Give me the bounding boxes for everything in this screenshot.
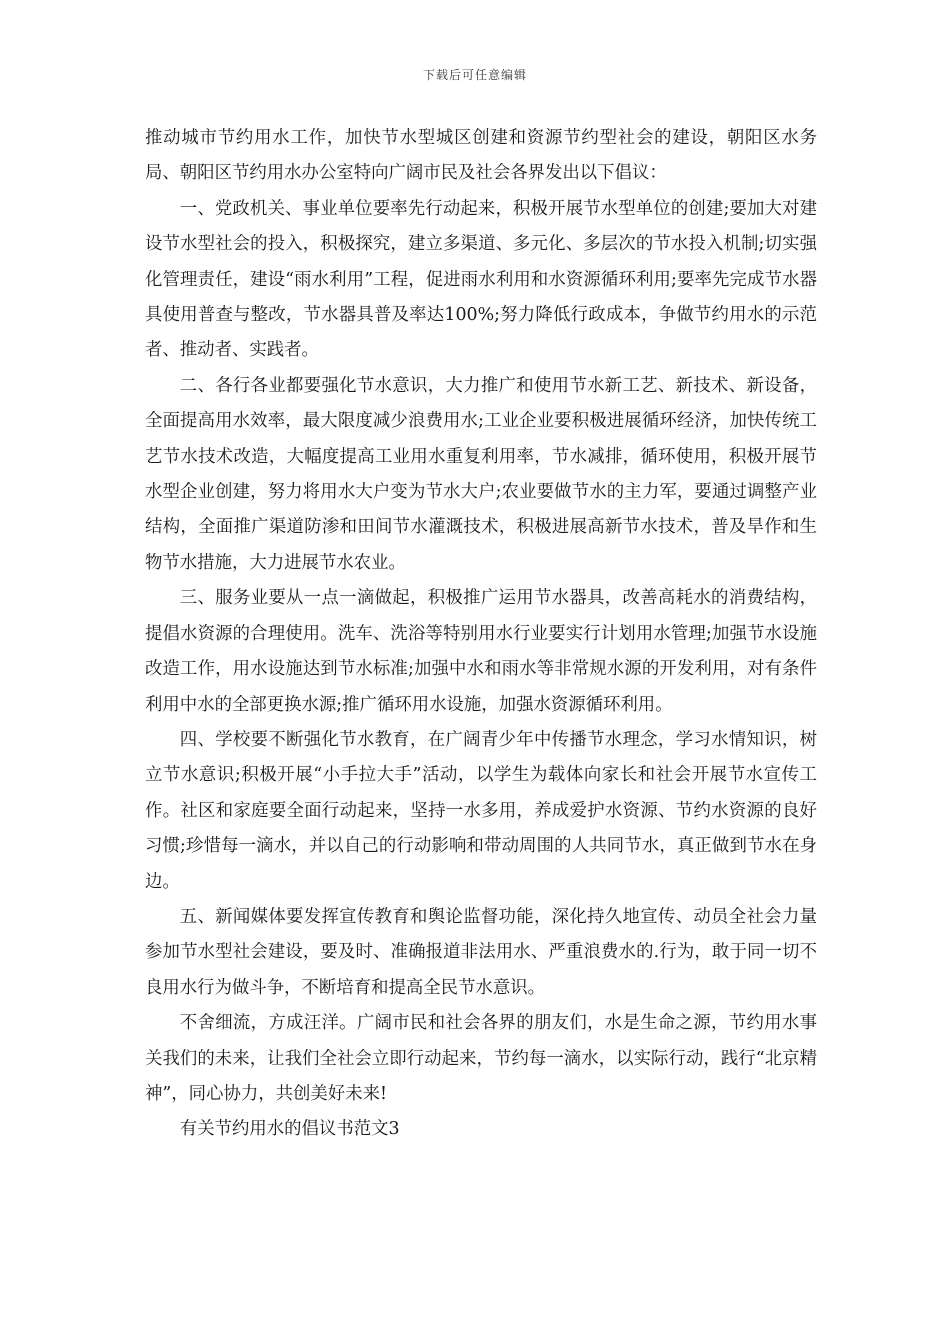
page-header-note: 下载后可任意编辑 [422, 68, 527, 82]
document-body [145, 121, 817, 1148]
paragraph-point-1: 一、党政机关、事业单位要率先行动起来，积极开展节水型单位的创建;要加大对建设节水型社会的投入，积极探究，建立多渠道、多元化、多层次的节水投入机制;切实强化管理责任，建设“雨水利用”工程，促进雨水利用和水资源循环利用;要率先完成节水器具使用普查与整改，节水器具普及率达100%;努力降低行政成本，争做节约用水的示范者、推动者、实践者。 [145, 198, 817, 361]
paragraph-point-5: 五、新闻媒体要发挥宣传教育和舆论监督功能，深化持久地宣传、动员全社会力量参加节水型社会建设，要及时、准确报道非法用水、严重浪费水的.行为，敢于同一切不良用水行为做斗争，不断培育和提高全民节水意识。 [145, 906, 817, 998]
paragraph-intro: 推动城市节约用水工作，加快节水型城区创建和资源节约型社会的建设，朝阳区水务局、朝阳区节约用水办公室特向广阔市民及社会各界发出以下倡议： [145, 128, 817, 184]
paragraph-point-3: 三、服务业要从一点一滴做起，积极推广运用节水器具，改善高耗水的消费结构，提倡水资源的合理使用。洗车、洗浴等特别用水行业要实行计划用水管理;加强节水设施改造工作，用水设施达到节水标准;加强中水和雨水等非常规水源的开发利用，对有条件利用中水的全部更换水源;推广循环用水设施，加强水资源循环利用。 [145, 588, 817, 715]
paragraph-closing: 不舍细流，方成汪洋。广阔市民和社会各界的朋友们，水是生命之源，节约用水事关我们的未来，让我们全社会立即行动起来，节约每一滴水，以实际行动，践行“北京精神”，同心协力，共创美好未来! [145, 1013, 817, 1104]
section-title: 有关节约用水的倡议书范文3 [179, 1119, 400, 1140]
paragraph-point-4: 四、学校要不断强化节水教育，在广阔青少年中传播节水理念，学习水情知识，树立节水意识;积极开展“小手拉大手”活动，以学生为载体向家长和社会开展节水宣传工作。社区和家庭要全面行动起来，坚持一水多用，养成爱护水资源、节约水资源的良好习惯;珍惜每一滴水，并以自己的行动影响和带动周围的人共同节水，真正做到节水在身边。 [145, 729, 817, 892]
paragraph-point-2: 二、各行各业都要强化节水意识，大力推广和使用节水新工艺、新技术、新设备，全面提高用水效率，最大限度减少浪费用水;工业企业要积极进展循环经济，加快传统工艺节水技术改造，大幅度提高工业用水重复利用率，节水减排，循环使用，积极开展节水型企业创建，努力将用水大户变为节水大户;农业要做节水的主力军，要通过调整产业结构，全面推广渠道防渗和田间节水灌溉技术，积极进展高新节水技术，普及旱作和生物节水措施，大力进展节水农业。 [145, 375, 817, 573]
